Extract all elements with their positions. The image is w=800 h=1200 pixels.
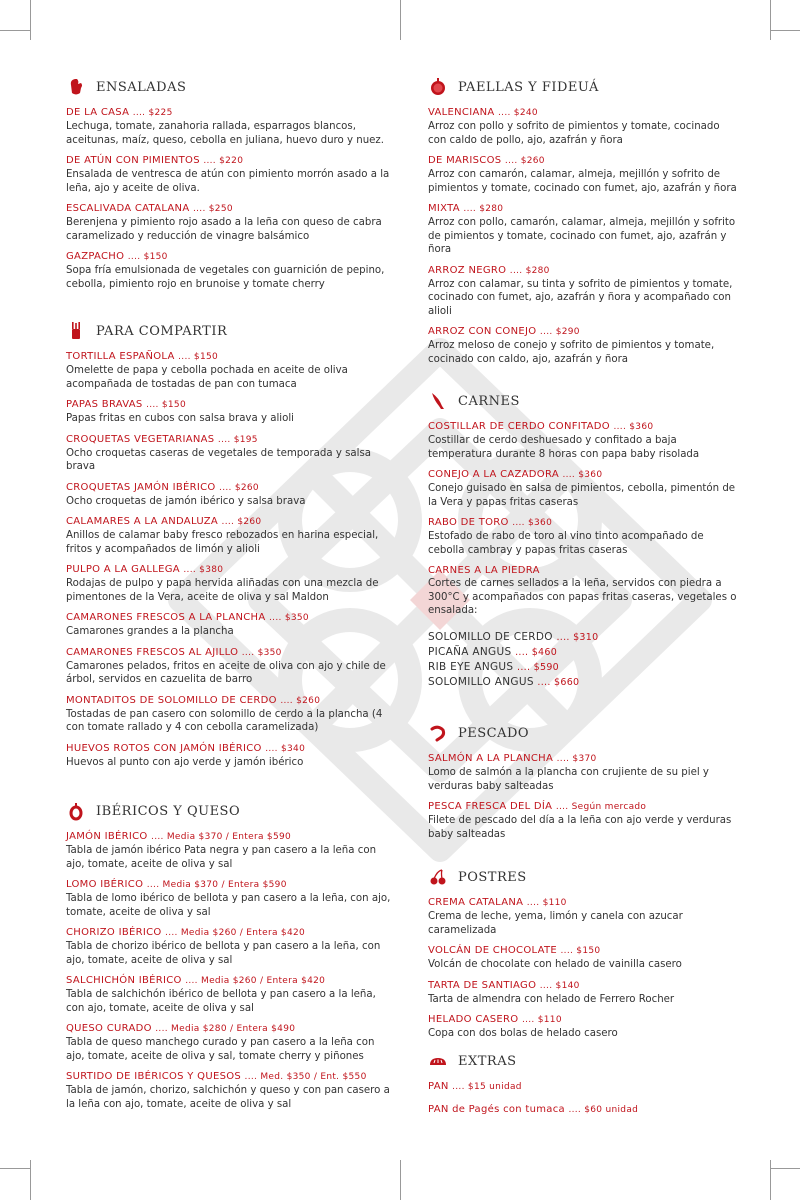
extra-name: PAN [428, 1081, 449, 1092]
item-name: VALENCIANA [428, 107, 495, 118]
section-title: PARA COMPARTIR [96, 323, 228, 339]
menu-item [428, 264, 738, 319]
cut-name: SOLOMILLO ANGUS [428, 675, 534, 688]
item-name-line [428, 516, 738, 530]
section-title: PAELLAS Y FIDEUÁ [458, 79, 599, 95]
cuts-list [428, 630, 738, 690]
item-description: Arroz con calamar, su tinta y sofrito de pimientos y tomate, cocinado con fumet, ajo, azafrán y ñora y acompañado con alioli [428, 278, 733, 317]
item-name: CARNES A LA PIEDRA [428, 565, 540, 576]
menu-item [428, 106, 738, 147]
item-description: Rodajas de pulpo y papa hervida aliñadas con una mezcla de pimentones de la Vera, aceite de oliva y sal Maldon [66, 578, 379, 603]
extra-price: .... $15 unidad [452, 1082, 522, 1092]
cut-price: .... $660 [537, 676, 580, 688]
section-carnes [428, 390, 738, 690]
item-name: TORTILLA ESPAÑOLA [66, 351, 175, 362]
item-description: Arroz con pollo, camarón, calamar, almeja, mejillón y sofrito de pimientos y tomate, cocinado con fumet, ajo, azafrán y ñora [428, 217, 736, 255]
item-name: CAMARONES FRESCOS A LA PLANCHA [66, 612, 266, 623]
item-description: Papas fritas en cubos con salsa brava y alioli [66, 413, 295, 424]
section-title: PESCADO [458, 725, 530, 741]
item-price: .... Media $370 / Entera $590 [146, 880, 287, 890]
item-name-line [66, 1070, 396, 1084]
section-header [428, 76, 738, 98]
section-title: EXTRAS [458, 1053, 517, 1069]
item-price: .... $150 [560, 946, 601, 956]
item-description: Camarones grandes a la plancha [66, 626, 234, 637]
item-price: .... Media $370 / Entera $590 [151, 832, 292, 842]
item-name: PAPAS BRAVAS [66, 399, 143, 410]
item-name: LOMO IBÉRICO [66, 879, 144, 890]
shrimp-icon [428, 723, 448, 743]
section-header [66, 320, 396, 342]
menu-item [428, 468, 738, 509]
item-name-line [66, 611, 396, 625]
item-description: Costillar de cerdo deshuesado y confitado a baja temperatura durante 8 horas con papa baby risolada [428, 435, 700, 460]
item-description: Lechuga, tomate, zanahoria rallada, esparragos blancos, aceitunas, maíz, queso, cebolla en juliana, huevo duro y nuez. [66, 121, 385, 146]
section-compartir [66, 320, 396, 776]
item-price: .... $110 [526, 898, 567, 908]
item-name-line [428, 752, 738, 766]
crop-mark [0, 1168, 30, 1169]
item-name: SALMÓN A LA PLANCHA [428, 753, 554, 764]
item-name: JAMÓN IBÉRICO [66, 831, 148, 842]
item-name-line [66, 433, 396, 447]
item-description: Arroz con camarón, calamar, almeja, mejillón y sofrito de pimientos y tomate, cocinado con fumet, ajo, azafrán y ñora [428, 169, 737, 194]
item-name-line [66, 250, 396, 264]
item-name-line [66, 1022, 396, 1036]
item-name: QUESO CURADO [66, 1023, 152, 1034]
extra-item [428, 1080, 738, 1094]
utensils-cup-icon [66, 321, 86, 341]
item-name: RABO DE TORO [428, 517, 509, 528]
item-price: .... $240 [498, 108, 538, 118]
item-price: .... $360 [562, 470, 603, 480]
crop-mark [30, 1160, 31, 1200]
item-name: SALCHICHÓN IBÉRICO [66, 975, 182, 986]
item-description: Tostadas de pan casero con solomillo de cerdo a la plancha (4 con tomate rallado y 4 con cebolla caramelizada) [66, 708, 383, 733]
menu-item [66, 202, 396, 243]
item-name: DE LA CASA [66, 107, 130, 118]
item-description: Lomo de salmón a la plancha con crujiente de su piel y verduras baby salteadas [428, 767, 709, 792]
item-description: Arroz con pollo y sofrito de pimientos y tomate, cocinado con caldo de pollo, ajo, azafrán y ñora [428, 121, 720, 146]
item-name: CALAMARES A LA ANDALUZA [66, 516, 219, 527]
item-description: Cortes de carnes sellados a la leña, servidos con piedra a 300°C y acompañados con papas fritas caseras, vegetales o ensalada: [428, 578, 737, 616]
item-name-line [66, 742, 396, 756]
menu-item [428, 516, 738, 557]
item-name-line [428, 106, 738, 120]
item-name: CAMARONES FRESCOS AL AJILLO [66, 646, 239, 658]
item-price: .... $380 [183, 565, 224, 575]
menu-item [428, 944, 738, 972]
menu-item [66, 742, 396, 770]
crop-mark [770, 30, 800, 31]
item-price: .... $370 [556, 754, 597, 764]
crop-mark [770, 1168, 800, 1169]
item-name-line [66, 515, 396, 529]
item-name: GAZPACHO [66, 251, 125, 262]
item-price: .... Med. $350 / Ent. $550 [244, 1072, 367, 1082]
menu-item [428, 154, 738, 195]
cut-item [428, 675, 738, 690]
cut-price: .... $460 [515, 646, 558, 658]
item-price: .... $290 [539, 327, 580, 337]
item-name-line [66, 694, 396, 708]
menu-item [66, 646, 396, 687]
item-price: .... Media $280 / Entera $490 [155, 1024, 296, 1034]
knife-icon [428, 391, 448, 411]
section-pescado [428, 722, 738, 848]
item-name-line [428, 325, 738, 339]
item-price: .... $225 [132, 108, 173, 118]
menu-item [428, 752, 738, 793]
menu-item [66, 515, 396, 556]
item-name: DE MARISCOS [428, 155, 502, 166]
item-description: Ocho croquetas caseras de vegetales de temporada y salsa brava [66, 447, 372, 472]
item-list [428, 752, 738, 841]
item-price: .... $195 [217, 434, 258, 445]
section-header [428, 722, 738, 744]
item-list [66, 350, 396, 769]
item-name-line [66, 830, 396, 844]
section-title: CARNES [458, 393, 520, 409]
item-name-line [428, 944, 738, 958]
cut-item [428, 645, 738, 660]
crop-mark [0, 30, 30, 31]
menu-item [428, 800, 738, 841]
section-header [66, 76, 396, 98]
item-list [66, 106, 396, 291]
item-description: Arroz meloso de conejo y sofrito de pimientos y tomate, cocinado con caldo, ajo, azafrán y ñora [428, 340, 715, 365]
crop-mark [400, 1160, 401, 1200]
section-header [428, 390, 738, 412]
section-header [428, 866, 738, 888]
item-price: .... $140 [539, 980, 580, 991]
menu-item [66, 481, 396, 509]
menu-item [66, 433, 396, 474]
item-name-line [428, 979, 738, 993]
item-name-line [428, 1013, 738, 1027]
menu-item [66, 1022, 396, 1063]
extra-name: PAN de Pagés con tumaca [428, 1104, 565, 1115]
menu-item [428, 420, 738, 461]
item-price: .... $150 [178, 352, 219, 362]
item-description: Anillos de calamar baby fresco rebozados en harina especial, fritos y acompañados de limón y alioli [66, 530, 379, 555]
item-name-line [66, 202, 396, 216]
menu-item [66, 106, 396, 147]
item-name: MIXTA [428, 203, 460, 214]
item-name: CONEJO A LA CAZADORA [428, 469, 559, 480]
item-price: .... $350 [241, 647, 282, 658]
item-price: .... $360 [613, 422, 654, 432]
menu-item [66, 830, 396, 871]
section-title: ENSALADAS [96, 79, 187, 95]
section-title: POSTRES [458, 869, 527, 885]
menu-item [66, 350, 396, 391]
item-name-line [428, 202, 738, 216]
item-name-line [66, 106, 396, 120]
item-list [66, 830, 396, 1111]
item-description: Tabla de salchichón ibérico de bellota y pan casero a la leña, con ajo, tomate, aceite de oliva y sal [66, 989, 376, 1014]
menu-item [428, 979, 738, 1007]
cut-item [428, 660, 738, 675]
item-description: Tabla de jamón ibérico Pata negra y pan casero a la leña con ajo, tomate, aceite de oliva y sal [66, 845, 377, 870]
item-price: .... $260 [280, 695, 321, 706]
item-name-line [66, 154, 396, 168]
item-name-line [428, 800, 738, 814]
cut-item [428, 630, 738, 645]
item-name-line [66, 350, 396, 364]
item-name: PESCA FRESCA DEL DÍA [428, 801, 553, 812]
menu-item [428, 202, 738, 257]
menu-item [66, 398, 396, 426]
cut-price: .... $310 [556, 631, 599, 643]
item-name: ARROZ NEGRO [428, 264, 507, 276]
item-name: DE ATÚN CON PIMIENTOS [66, 155, 200, 166]
item-price: .... $260 [504, 156, 545, 166]
item-name: CHORIZO IBÉRICO [66, 927, 162, 938]
item-name-line [66, 926, 396, 940]
item-price: .... $350 [269, 613, 309, 623]
cut-name: RIB EYE ANGUS [428, 660, 514, 673]
item-name: CROQUETAS JAMÓN IBÉRICO [66, 481, 216, 493]
item-name-line [66, 481, 396, 495]
item-description: Omelette de papa y cebolla pochada en aceite de oliva acompañada de tostadas de pan con tumaca [66, 365, 348, 390]
item-description: Tarta de almendra con helado de Ferrero Rocher [428, 993, 675, 1005]
item-name-line [428, 264, 738, 278]
pitcher-icon [66, 77, 86, 97]
extra-price: .... $60 unidad [568, 1105, 639, 1115]
item-name: ESCALIVADA CATALANA [66, 203, 190, 214]
section-extras [428, 1050, 738, 1126]
item-price: .... $150 [127, 252, 168, 262]
cut-name: SOLOMILLO DE CERDO [428, 630, 553, 643]
menu-item [66, 878, 396, 919]
item-name: PULPO A LA GALLEGA [66, 564, 180, 575]
item-name-line [66, 878, 396, 892]
item-price: .... Media $260 / Entera $420 [185, 976, 326, 986]
menu-item [66, 250, 396, 291]
menu-item [428, 325, 738, 366]
item-name: CROQUETAS VEGETARIANAS [66, 433, 215, 445]
menu-item [66, 974, 396, 1015]
section-title: IBÉRICOS Y QUESO [96, 803, 241, 819]
item-price: .... $260 [219, 482, 259, 493]
bread-icon [428, 1051, 448, 1071]
item-price: .... $280 [463, 204, 504, 214]
item-price: .... $340 [265, 743, 306, 754]
cherries-icon [428, 867, 448, 887]
item-description: Conejo guisado en salsa de pimientos, cebolla, pimentón de la Vera y papas fritas caseras [428, 483, 736, 508]
item-price: .... $110 [521, 1015, 562, 1025]
item-name: SURTIDO DE IBÉRICOS Y QUESOS [66, 1071, 242, 1082]
item-description: Copa con dos bolas de helado casero [428, 1028, 618, 1039]
menu-item [66, 694, 396, 735]
item-name: VOLCÁN DE CHOCOLATE [428, 945, 558, 956]
section-postres [428, 866, 738, 1048]
item-name: HUEVOS ROTOS CON JAMÓN IBÉRICO [66, 742, 262, 754]
item-price: .... Media $260 / Entera $420 [165, 928, 306, 938]
item-description: Tabla de queso manchego curado y pan casero a la leña con ajo, tomate, aceite de oliva y sal, tomate cherry y piñones [66, 1037, 375, 1062]
item-description: Tabla de chorizo ibérico de bellota y pan casero a la leña, con ajo, tomate, aceite de oliva y sal [66, 941, 381, 966]
menu-item [428, 896, 738, 937]
item-description: Camarones pelados, fritos en aceite de oliva con ajo y chile de árbol, servidos en cazuelita de barro [66, 660, 386, 685]
item-name: MONTADITOS DE SOLOMILLO DE CERDO [66, 694, 277, 706]
cut-price: .... $590 [517, 661, 560, 673]
item-name-line [66, 974, 396, 988]
chorizo-icon [66, 801, 86, 821]
item-description: Huevos al punto con ajo verde y jamón ibérico [66, 756, 304, 768]
item-name-line [428, 468, 738, 482]
item-name-line [428, 564, 738, 577]
item-price: .... $360 [512, 518, 553, 528]
item-name: ARROZ CON CONEJO [428, 326, 537, 337]
section-header [428, 1050, 738, 1072]
item-name: HELADO CASERO [428, 1014, 519, 1025]
menu-item [66, 154, 396, 195]
menu-item [428, 1013, 738, 1041]
menu-item [428, 564, 738, 618]
item-description: Tabla de jamón, chorizo, salchichón y queso y con pan casero a la leña con ajo, tomate, aceite de oliva y sal [66, 1085, 390, 1110]
item-name-line [66, 398, 396, 412]
item-description: Filete de pescado del día a la leña con ajo verde y verduras baby salteadas [428, 815, 732, 840]
item-name-line [66, 646, 396, 660]
item-description: Sopa fría emulsionada de vegetales con guarnición de pepino, cebolla, pimiento rojo en brunoise y tomate cherry [66, 265, 385, 290]
section-ibericos [66, 800, 396, 1118]
item-description: Volcán de chocolate con helado de vainilla casero [428, 959, 682, 970]
menu-item [66, 611, 396, 639]
item-name: CREMA CATALANA [428, 897, 524, 908]
item-name-line [66, 563, 396, 577]
item-description: Berenjena y pimiento rojo asado a la leña con queso de cabra caramelizado y reducción de vinagre balsámico [66, 217, 382, 242]
item-name: COSTILLAR DE CERDO CONFITADO [428, 421, 610, 432]
menu-item [66, 926, 396, 967]
item-price: .... $150 [146, 400, 186, 410]
item-description: Estofado de rabo de toro al vino tinto acompañado de cebolla cambray y papas fritas caseras [428, 531, 704, 556]
item-description: Ocho croquetas de jamón ibérico y salsa brava [66, 495, 306, 507]
crop-mark [770, 1160, 771, 1200]
extra-item [428, 1103, 738, 1117]
item-description: Crema de leche, yema, limón y canela con azucar caramelizada [428, 911, 683, 936]
item-price: .... $220 [203, 156, 244, 166]
item-price: .... Según mercado [555, 802, 647, 812]
item-name-line [428, 420, 738, 434]
item-name-line [428, 154, 738, 168]
crop-mark [770, 0, 771, 40]
item-list [428, 106, 738, 366]
crop-mark [30, 0, 31, 40]
item-description: Ensalada de ventresca de atún con pimiento morrón asado a la leña, ajo y aceite de oliva. [66, 169, 390, 194]
item-price: .... $280 [509, 265, 550, 276]
paella-pan-icon [428, 77, 448, 97]
section-paellas [428, 76, 738, 373]
item-list [428, 1080, 738, 1117]
item-list [428, 420, 738, 618]
menu-item [66, 1070, 396, 1111]
section-header [66, 800, 396, 822]
item-list [428, 896, 738, 1041]
section-ensaladas [66, 76, 396, 298]
item-name-line [428, 896, 738, 910]
crop-mark [400, 0, 401, 40]
menu-item [66, 563, 396, 604]
cut-name: PICAÑA ANGUS [428, 645, 512, 658]
item-description: Tabla de lomo ibérico de bellota y pan casero a la leña, con ajo, tomate, aceite de oliva y sal [66, 893, 391, 918]
item-name: TARTA DE SANTIAGO [428, 979, 537, 991]
item-price: .... $260 [221, 517, 262, 527]
item-price: .... $250 [192, 204, 233, 214]
